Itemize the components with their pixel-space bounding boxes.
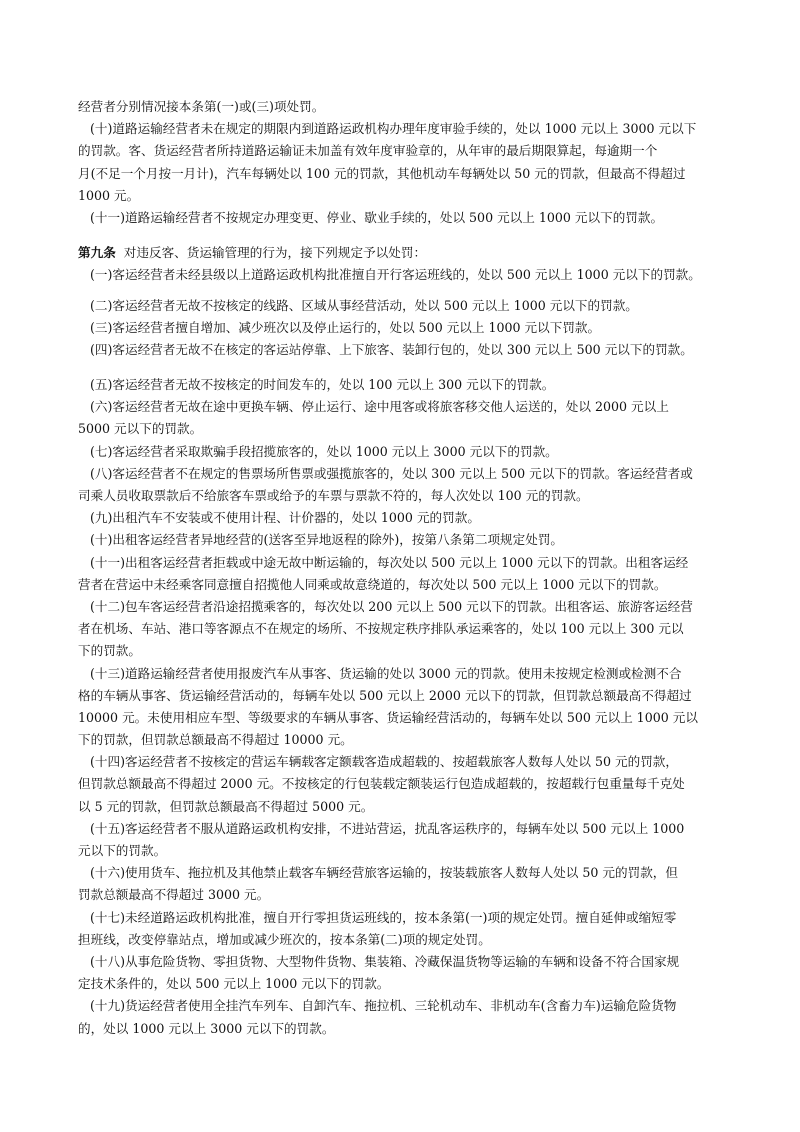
article-item-line: (三)客运经营者擅自增加、减少班次以及停止运行的，处以 500 元以上 1000 元以下罚款。 [90, 319, 601, 335]
article-heading: 第九条 [78, 245, 116, 261]
article-title-line [78, 242, 726, 264]
article-item-line: (八)客运经营者不在规定的售票场所售票或强揽旅客的，处以 300 元以上 500 元以下的罚款。客运经营者或 [90, 465, 693, 481]
article-item-line: (四)客运经营者无故不在核定的客运站停靠、上下旅客、装卸行包的，处以 300 元以上 500 元以下的罚款。 [90, 341, 693, 357]
article-item-line: (十)出租客运经营者异地经营的(送客至异地返程的除外)，按第八条第二项规定处罚。 [90, 532, 564, 548]
article-item-line: (十九)货运经营者使用全挂汽车列车、自卸汽车、拖拉机、三轮机动车、非机动车(含畜力车)运输危险货物 [90, 998, 677, 1014]
article-item-line: (十二)包车客运经营者沿途招揽乘客的，每次处以 200 元以上 500 元以下的罚款。出租客运、旅游客运经营 [90, 598, 693, 614]
paragraph-line: (十)道路运输经营者未在规定的期限内到道路运政机构办理年度审验手续的，处以 1000 元以上 3000 元以下 [90, 121, 697, 137]
article-item-line: (十五)客运经营者不服从道路运政机构安排，不进站营运，扰乱客运秩序的，每辆车处以 500 元以上 1000 [90, 820, 685, 836]
article-item-line: (十七)未经道路运政机构批准，擅自开行零担货运班线的，按本条第(一)项的规定处罚。擅自延伸或缩短零 [90, 909, 677, 925]
paragraph-line: 的罚款。客、货运经营者所持道路运输证未加盖有效年度审验章的，从年审的最后期限算起，每逾期一个 [78, 143, 658, 159]
article-item-line: 的，处以 1000 元以上 3000 元以下的罚款。 [78, 1020, 335, 1036]
article-item-line: 10000 元。未使用相应车型、等级要求的车辆从事客、货运输经营活动的，每辆车处以 500 元以上 1000 元以 [78, 709, 698, 725]
article-item-line: 罚款总额最高不得超过 3000 元。 [78, 887, 270, 903]
article-item-line: (一)客运经营者未经县级以上道路运政机构批准擅自开行客运班线的，处以 500 元以上 1000 元以下的罚款。 [90, 267, 701, 283]
paragraph-line: 月(不足一个月按一月计)，汽车每辆处以 100 元的罚款，其他机动车每辆处以 50 元的罚款，但最高不得超过 [78, 165, 686, 181]
document-page [78, 96, 726, 1040]
article-item-line: 元以下的罚款。 [78, 843, 167, 858]
article-item-line: (二)客运经营者无故不按核定的线路、区域从事经营活动，处以 500 元以上 1000 元以下的罚款。 [90, 297, 638, 313]
article-item-line: 格的车辆从事客、货运输经营活动的，每辆车处以 500 元以上 2000 元以下的罚款，但罚款总额最高不得超过 [78, 687, 692, 703]
article-item-line: (十六)使用货车、拖拉机及其他禁止载客车辆经营旅客运输的，按装载旅客人数每人处以 50 元的罚款，但 [90, 865, 678, 881]
article-item-line: 下的罚款，但罚款总额最高不得超过 10000 元。 [78, 732, 353, 748]
article-item-line: (七)客运经营者采取欺骗手段招揽旅客的，处以 1000 元以上 3000 元以下的罚款。 [90, 443, 558, 459]
article-item-line: 以 5 元的罚款，但罚款总额最高不得超过 5000 元。 [78, 798, 374, 814]
article-item-line: (十三)道路运输经营者使用报废汽车从事客、货运输的处以 3000 元的罚款。使用未按规定检测或检测不合 [90, 665, 682, 681]
article-item-line: (五)客运经营者无故不按核定的时间发车的，处以 100 元以上 300 元以下的罚款。 [90, 377, 555, 393]
article-item-line: (九)出租汽车不安装或不使用计程、计价器的，处以 1000 元的罚款。 [90, 510, 480, 526]
article-item-line: (十八)从事危险货物、零担货物、大型物件货物、集装箱、冷藏保温货物等运输的车辆和设备不符合国家规 [90, 953, 680, 969]
article-item-line: 但罚款总额最高不得超过 2000 元。不按核定的行包装载定额装运行包造成超载的，按超载行包重量每千克处 [78, 776, 685, 792]
article-item-line: (十一)出租客运经营者拒载或中途无故中断运输的，每次处以 500 元以上 1000 元以下的罚款。出租客运经 [90, 554, 689, 570]
paragraph-line: 经营者分别情况接本条第(一)或(三)项处罚。 [78, 99, 325, 114]
article-item-line: 下的罚款。 [78, 643, 141, 659]
article-item-line: 者在机场、车站、港口等客源点不在规定的场所、不按规定秩序排队承运乘客的，处以 100 元以上 300 元以 [78, 621, 684, 637]
paragraph-line: (十一)道路运输经营者不按规定办理变更、停业、歇业手续的，处以 500 元以上 1000 元以下的罚款。 [90, 209, 664, 225]
article-item-line: 担班线，改变停靠站点，增加或减少班次的，按本条第(二)项的规定处罚。 [78, 931, 491, 947]
article-item-line: (十四)客运经营者不按核定的营运车辆载客定额载客造成超载的、按超载旅客人数每人处以 50 元的罚款， [90, 754, 678, 770]
article-intro: 对违反客、货运输管理的行为，接下列规定予以处罚： [123, 245, 427, 261]
paragraph-line: 1000 元。 [78, 187, 140, 203]
article-item-line: (六)客运经营者无故在途中更换车辆、停止运行、途中甩客或将旅客移交他人运送的，处以 2000 元以上 [90, 399, 669, 415]
article-item-line: 定技术条件的，处以 500 元以上 1000 元以下的罚款。 [78, 976, 390, 992]
article-item-line: 司乘人员收取票款后不给旅客车票或给予的车票与票款不符的，每人次处以 100 元的罚款。 [78, 488, 589, 503]
article-item-line: 营者在营运中未经乘客同意擅自招揽他人同乘或故意绕道的，每次处以 500 元以上 1000 元以下的罚款。 [78, 576, 667, 592]
article-item-line: 5000 元以下的罚款。 [78, 421, 203, 437]
